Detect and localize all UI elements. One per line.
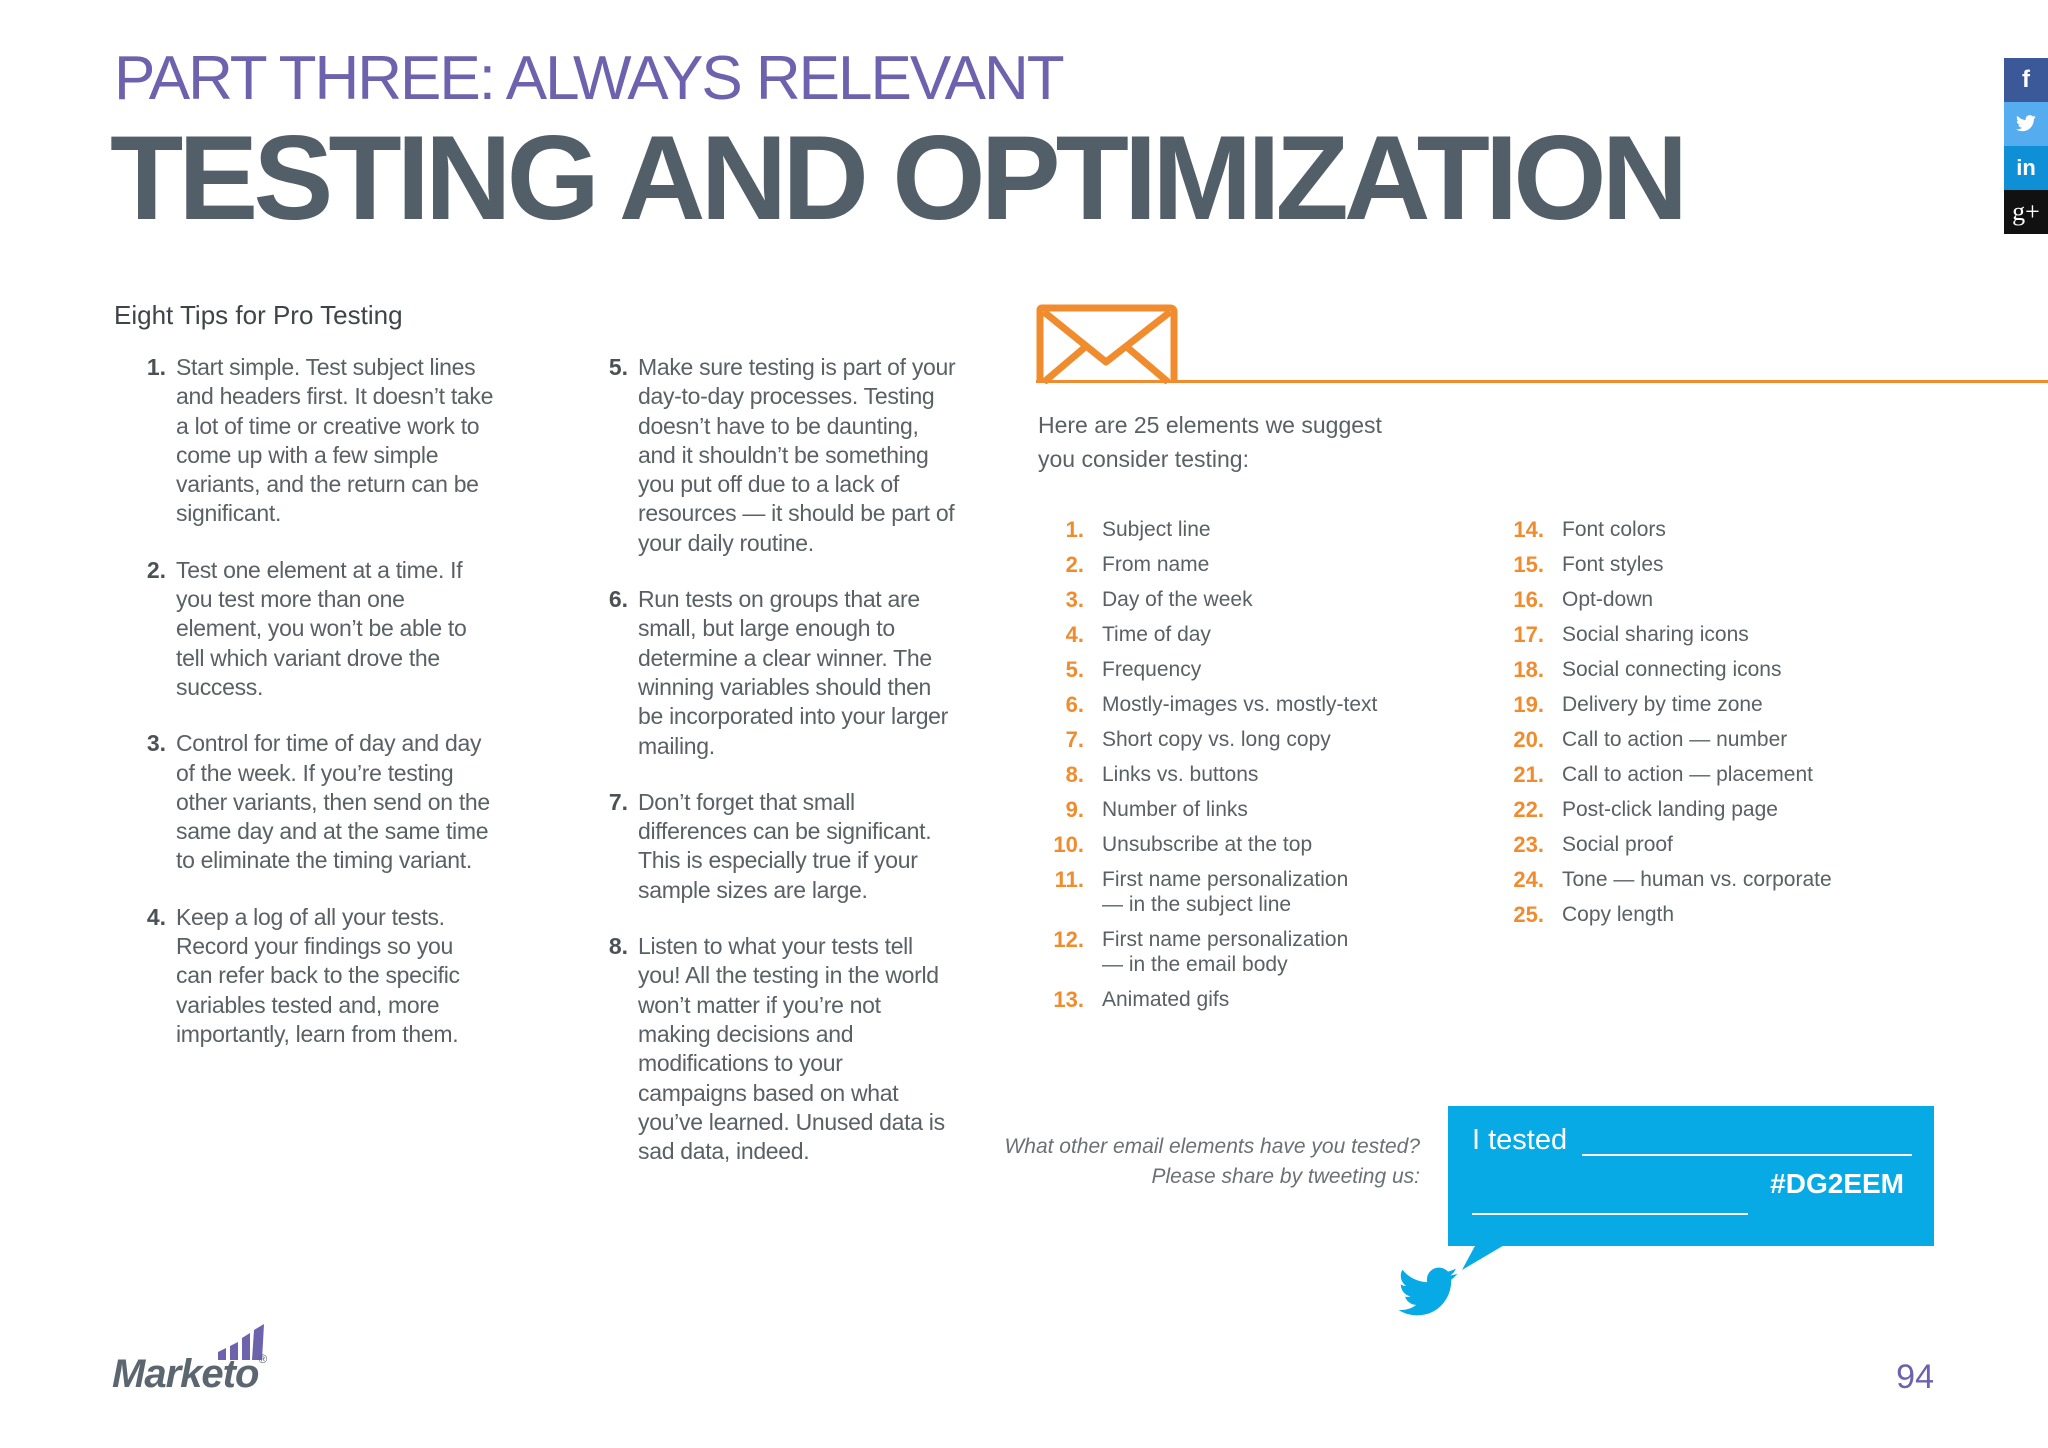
item-number: 7. [1065, 727, 1084, 752]
item-text: Call to action — placement [1562, 763, 1813, 786]
hashtag: #DG2EEM [1770, 1168, 1904, 1199]
list-item [1036, 762, 1406, 787]
item-text: First name personalization — in the email body [1102, 928, 1349, 976]
item-number: 14. [1513, 517, 1544, 542]
tip-text: Control for time of day and day of the week. If you’re testing other variants, then send on the same day and at the same time to eliminate the timing variant. [176, 730, 490, 874]
item-text: Social proof [1562, 833, 1673, 856]
logo-wordmark: Marketo [112, 1352, 259, 1396]
item-text: Tone — human vs. corporate [1562, 868, 1832, 891]
list-item [1036, 832, 1406, 857]
item-number: 24. [1513, 867, 1544, 892]
item-text: Day of the week [1102, 588, 1253, 611]
item-text: Short copy vs. long copy [1102, 728, 1331, 751]
share-prompt [1004, 1132, 1420, 1192]
item-number: 10. [1053, 832, 1084, 857]
list-item [1036, 927, 1406, 977]
share-question: What other email elements have you tested? [1004, 1135, 1420, 1158]
registered-mark: ® [258, 1352, 267, 1366]
share-instruction: Please share by tweeting us: [1151, 1165, 1420, 1188]
item-number: 21. [1513, 762, 1544, 787]
social-share-bar [2004, 58, 2048, 234]
tip-text: Start simple. Test subject lines and headers first. It doesn’t take a lot of time or creative work to come up with a few simple variants, and the return can be significant. [176, 354, 494, 527]
item-number: 11. [1054, 867, 1084, 892]
tip-text: Listen to what your tests tell you! All the testing in the world won’t matter if you’re not making decisions and modifications to your campaigns based on what you’ve learned. Unused data is sad data, indeed. [638, 933, 945, 1165]
item-number: 1. [1065, 517, 1084, 542]
elements-list-right [1496, 517, 1896, 937]
list-item [1496, 552, 1896, 577]
item-text: Social connecting icons [1562, 658, 1782, 681]
list-item [1496, 832, 1896, 857]
page-number: 94 [1896, 1358, 1934, 1396]
item-text: First name personalization — in the subject line [1102, 868, 1349, 916]
tip-item [134, 556, 494, 702]
item-number: 8. [1065, 762, 1084, 787]
tip-number: 2. [146, 556, 166, 583]
tweet-blank-line [1582, 1154, 1912, 1156]
list-item [1036, 622, 1406, 647]
tip-item [134, 353, 494, 529]
item-number: 5. [1065, 657, 1084, 682]
tip-text: Test one element at a time. If you test more than one element, you won’t be able to tell which variant drove the success. [176, 556, 467, 700]
tip-text: Make sure testing is part of your day-to-day processes. Testing doesn’t have to be daunting, and it shouldn’t be something you put off due to a lack of resources — it should be part of your daily routine. [638, 354, 956, 556]
tip-item [134, 903, 494, 1049]
list-item [1496, 622, 1896, 647]
item-text: Time of day [1102, 623, 1211, 646]
list-item [1496, 797, 1896, 822]
item-number: 16. [1513, 587, 1544, 612]
tip-number: 4. [146, 903, 166, 930]
item-number: 3. [1065, 587, 1084, 612]
item-text: Subject line [1102, 518, 1211, 541]
item-text: Frequency [1102, 658, 1202, 681]
list-item [1496, 517, 1896, 542]
item-text: Opt-down [1562, 588, 1654, 611]
tweet-blank-line [1472, 1213, 1748, 1215]
item-text: Font colors [1562, 518, 1666, 541]
tips-column-right [596, 353, 956, 1193]
tip-number: 7. [608, 788, 628, 815]
item-number: 13. [1053, 987, 1084, 1012]
item-number: 20. [1513, 727, 1544, 752]
item-number: 25. [1513, 902, 1544, 927]
googleplus-button[interactable] [2004, 190, 2048, 234]
tip-number: 1. [146, 354, 166, 380]
item-text: Animated gifs [1102, 988, 1230, 1011]
tip-number: 6. [608, 586, 628, 613]
orange-divider [1036, 380, 2048, 383]
item-text: Copy length [1562, 903, 1675, 926]
list-item [1036, 552, 1406, 577]
list-item [1036, 517, 1406, 542]
tip-item [134, 729, 494, 875]
item-number: 22. [1513, 797, 1544, 822]
page-title: TESTING AND OPTIMIZATION [110, 111, 1684, 245]
list-item [1036, 867, 1406, 917]
item-text: Mostly-images vs. mostly-text [1102, 693, 1378, 716]
item-text: Delivery by time zone [1562, 693, 1763, 716]
twitter-button[interactable] [2004, 102, 2048, 146]
list-item [1036, 727, 1406, 752]
list-item [1496, 587, 1896, 612]
item-text: Font styles [1562, 553, 1664, 576]
item-text: Number of links [1102, 798, 1248, 821]
tips-heading: Eight Tips for Pro Testing [114, 300, 403, 330]
item-text: From name [1102, 553, 1210, 576]
item-number: 23. [1513, 832, 1544, 857]
part-kicker: PART THREE: ALWAYS RELEVANT [114, 44, 1063, 113]
tip-item [596, 788, 956, 905]
tip-number: 5. [608, 354, 628, 380]
list-item [1496, 762, 1896, 787]
list-item [1496, 867, 1896, 892]
item-number: 15. [1513, 552, 1544, 577]
list-item [1496, 692, 1896, 717]
list-item [1036, 657, 1406, 682]
list-item [1036, 692, 1406, 717]
list-item [1496, 902, 1896, 927]
item-text: Unsubscribe at the top [1102, 833, 1313, 856]
elements-list-left [1036, 517, 1406, 1022]
item-number: 9. [1065, 797, 1084, 822]
speech-tail [1462, 1244, 1506, 1270]
tip-number: 3. [146, 730, 166, 757]
facebook-icon: f [2022, 66, 2030, 93]
twitter-bird-icon [1396, 1266, 1460, 1322]
list-item [1496, 657, 1896, 682]
tweet-prefix: I tested [1472, 1124, 1568, 1156]
tip-text: Don’t forget that small differences can be significant. This is especially true if your sample sizes are large. [638, 788, 932, 903]
list-item [1036, 587, 1406, 612]
item-text: Links vs. buttons [1102, 763, 1259, 786]
list-item [1496, 727, 1896, 752]
envelope-icon [1034, 304, 1178, 384]
facebook-button[interactable] [2004, 58, 2048, 102]
item-number: 12. [1053, 927, 1084, 952]
item-text: Post-click landing page [1562, 798, 1778, 821]
item-number: 17. [1513, 622, 1544, 647]
item-number: 4. [1065, 622, 1084, 647]
item-number: 2. [1065, 552, 1084, 577]
tips-column-left [134, 353, 494, 1076]
list-item [1036, 797, 1406, 822]
tip-item [596, 932, 956, 1166]
tweet-box[interactable] [1448, 1106, 1934, 1246]
tip-item [596, 353, 956, 558]
tip-number: 8. [608, 933, 628, 960]
list-item [1036, 987, 1406, 1012]
item-text: Social sharing icons [1562, 623, 1749, 646]
linkedin-icon: in [2016, 155, 2036, 180]
google-plus-icon: g+ [2012, 197, 2040, 226]
item-number: 6. [1065, 692, 1084, 717]
item-number: 19. [1513, 692, 1544, 717]
tip-item [596, 585, 956, 761]
elements-intro: Here are 25 elements we suggest you consider testing: [1038, 412, 1382, 472]
linkedin-button[interactable] [2004, 146, 2048, 190]
twitter-icon [2015, 115, 2037, 133]
tip-text: Keep a log of all your tests. Record your findings so you can refer back to the specific variables tested and, more importantly, learn from them. [176, 903, 460, 1047]
item-text: Call to action — number [1562, 728, 1788, 751]
tip-text: Run tests on groups that are small, but large enough to determine a clear winner. The winning variables should then be incorporated into your larger mailing. [638, 586, 949, 759]
item-number: 18. [1513, 657, 1544, 682]
